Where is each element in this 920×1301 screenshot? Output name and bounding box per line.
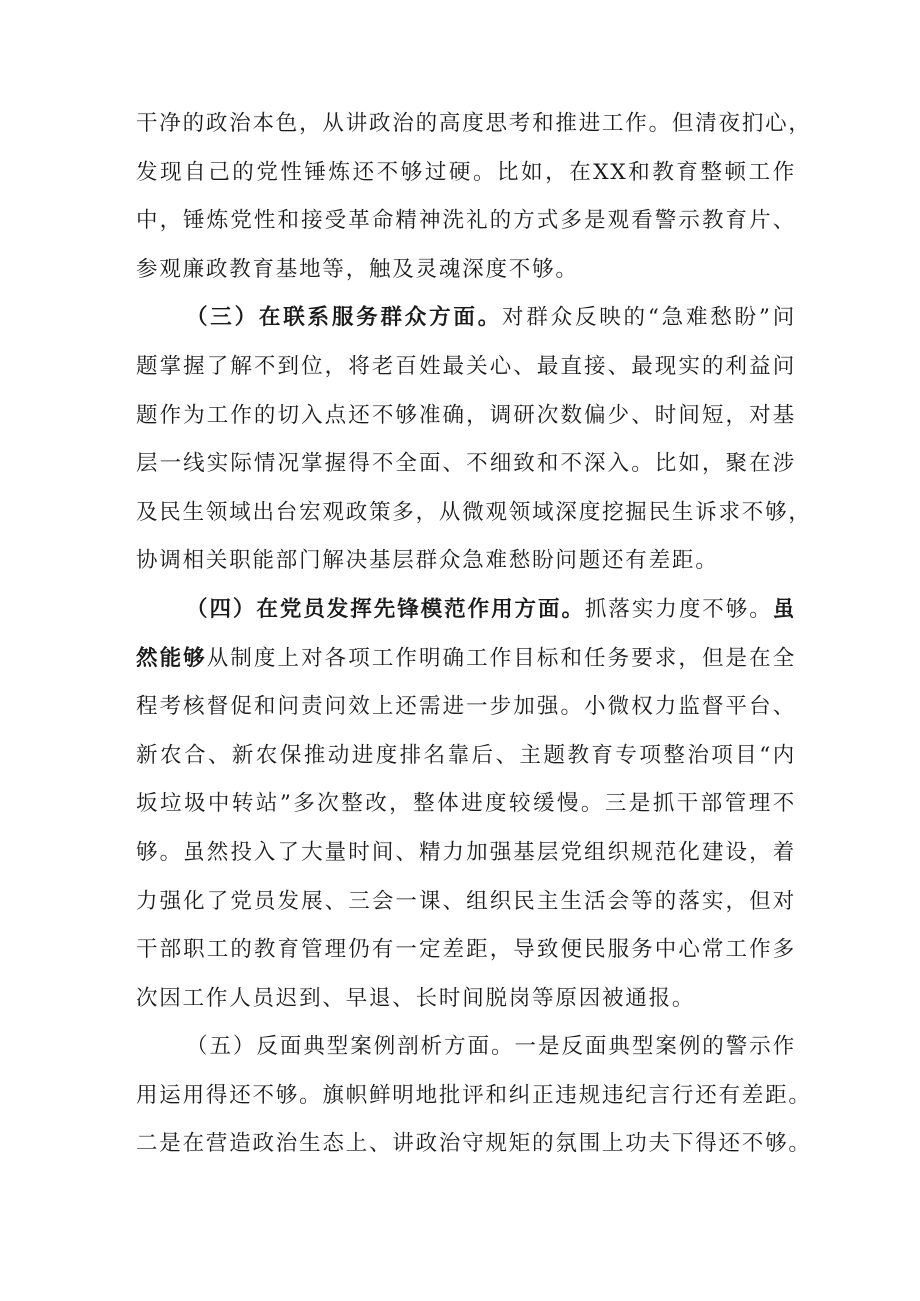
text-line: 用运用得还不够。旗帜鲜明地批评和纠正违规违纪言行还有差距。 [136, 1082, 812, 1108]
text-segment: 对群众反映的“急难愁盼”问 [502, 305, 796, 331]
text-line [136, 586, 796, 635]
section-heading-four: （四）在党员发挥先锋模范作用方面。 [186, 596, 585, 622]
paragraph-party-member-role [136, 586, 796, 1023]
text-line: 次因工作人员迟到、早退、长时间脱岗等原因被通报。 [136, 985, 696, 1011]
text-line: 参观廉政教育基地等，触及灵魂深度不够。 [136, 256, 579, 282]
text-line [136, 635, 796, 684]
paragraph-serving-masses [136, 294, 812, 586]
text-line: 干部职工的教育管理仍有一定差距，导致便民服务中心常工作多 [136, 937, 796, 963]
text-line: 程考核督促和问责问效上还需进一步加强。小微权力监督平台、 [136, 694, 796, 720]
text-line: 层一线实际情况掌握得不全面、不细致和不深入。比如，聚在涉 [136, 451, 796, 477]
paragraph-political-character [136, 100, 812, 294]
paragraph-negative-cases [136, 1023, 812, 1169]
text-line: 题掌握了解不到位，将老百姓最关心、最直接、最现实的利益问 [136, 353, 796, 379]
section-heading-three: （三）在联系服务群众方面。 [186, 305, 503, 331]
text-line: 干净的政治本色，从讲政治的高度思考和推进工作。但清夜扪心， [136, 111, 812, 136]
text-line: 中，锤炼党性和接受革命精神洗礼的方式多是观看警示教育片、 [136, 208, 796, 234]
text-line: 及民生领域出台宏观政策多，从微观领域深度挖掘民生诉求不够， [136, 499, 812, 525]
text-line: 协调相关职能部门解决基层群众急难愁盼问题还有差距。 [136, 548, 719, 574]
text-line: （五）反面典型案例剖析方面。一是反面典型案例的警示作 [186, 1034, 796, 1060]
text-line [136, 294, 796, 343]
text-line: 发现自己的党性锤炼还不够过硬。比如，在XX和教育整顿工作 [136, 159, 796, 185]
text-line: 力强化了党员发展、三会一课、组织民主生活会等的落实，但对 [136, 888, 796, 914]
text-line: 够。虽然投入了大量时间、精力加强基层党组织规范化建设，着 [136, 839, 796, 865]
text-line: 新农合、新农保推动进度排名靠后、主题教育专项整治项目“内 [136, 742, 796, 768]
bold-segment: 然能够 [136, 645, 207, 671]
text-line: 坂垃圾中转站”多次整改，整体进度较缓慢。三是抓干部管理不 [136, 791, 796, 817]
text-segment: 抓落实力度不够。 [584, 596, 773, 622]
bold-segment: 虽 [772, 596, 797, 622]
text-line: 二是在营造政治生态上、讲政治守规矩的氛围上功夫下得还不够。 [136, 1131, 812, 1157]
text-segment: 从制度上对各项工作明确工作目标和任务要求，但是在全 [206, 645, 796, 671]
text-line: 题作为工作的切入点还不够准确，调研次数偏少、时间短，对基 [136, 402, 796, 428]
document-body [136, 100, 812, 1169]
